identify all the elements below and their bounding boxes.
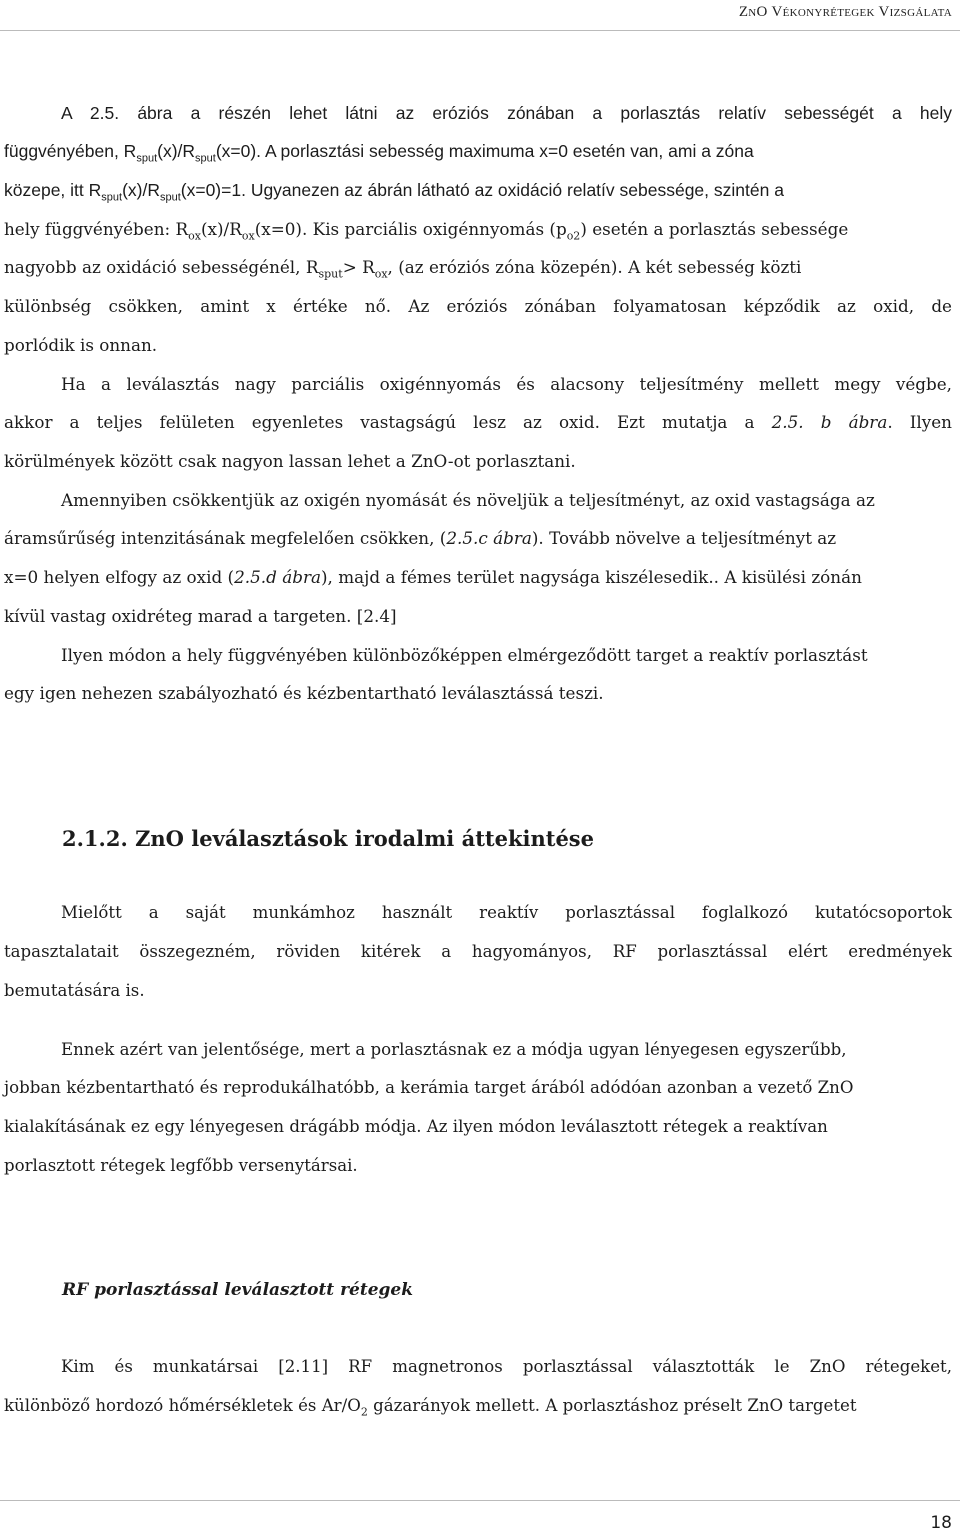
subsection-heading: RF porlasztással leválasztott rétegek [62, 1280, 413, 1300]
paragraph-5-line-3: bemutatására is. [4, 981, 145, 1000]
paragraph-5-line-1: Mielőtt a saját munkámhoz használt reaktív porlasztással foglalkozó kutatócsoportok [61, 903, 952, 922]
paragraph-1-line-3: közepe, itt $R_{sput}(x)/R_{sput}(x=0)=1$. Ugyanezen az ábrán látható az oxidáció relatív sebessége, szintén a [4, 180, 784, 204]
paragraph-6-line-1: Ennek azért van jelentősége, mert a porlasztásnak ez a módja ugyan lényegesen egyszerűbb, [61, 1040, 847, 1059]
running-header: ZnO Vékonyrétegek Vizsgálata [738, 4, 952, 20]
paragraph-7-line-1: Kim és munkatársai [2.11] RF magnetronos porlasztással választották le ZnO rétegeket, [61, 1357, 952, 1376]
paragraph-1-line-6: különbség csökken, amint x értéke nő. Az eróziós zónában folyamatosan képződik az oxid, de [4, 296, 952, 316]
paragraph-3-line-1: Amennyiben csökkentjük az oxigén nyomását és növeljük a teljesítményt, az oxid vastagsága az [61, 490, 875, 510]
paragraph-2-line-2: akkor a teljes felületen egyenletes vastagságú lesz az oxid. Ezt mutatja a 2.5. b ábra. Ilyen [4, 412, 952, 432]
paragraph-1-line-2: függvényében, $R_{sput}(x)/R_{sput}(x=0)$. A porlasztási sebesség maximuma x=0 esetén van, ami a zóna [4, 141, 754, 165]
paragraph-2-line-3: körülmények között csak nagyon lassan lehet a ZnO-ot porlasztani. [4, 451, 576, 471]
page-number: 18 [930, 1513, 952, 1533]
paragraph-6-line-4: porlasztott rétegek legfőbb versenytársai. [4, 1156, 358, 1175]
paragraph-2-line-1: Ha a leválasztás nagy parciális oxigénnyomás és alacsony teljesítmény mellett megy végbe, [61, 374, 952, 394]
paragraph-1-line-7: porlódik is onnan. [4, 335, 158, 355]
paragraph-6-line-3: kialakításának ez egy lényegesen drágább módja. Az ilyen módon leválasztott rétegek a reaktívan [4, 1117, 828, 1136]
paragraph-6-line-2: jobban kézbentartható és reprodukálhatóbb, a kerámia target árából adódóan azonban a vezető ZnO [4, 1078, 854, 1097]
section-heading: 2.1.2. ZnO leválasztások irodalmi áttekintése [62, 826, 594, 851]
paragraph-3-line-4: kívül vastag oxidréteg marad a targeten. [2.4] [4, 606, 397, 626]
paragraph-4-line-2: egy igen nehezen szabályozható és kézbentartható leválasztássá teszi. [4, 683, 604, 703]
paragraph-3-line-2: áramsűrűség intenzitásának megfelelően csökken, (2.5.c ábra). Tovább növelve a teljesítményt az [4, 528, 837, 548]
paragraph-1-line-5: nagyobb az oxidáció sebességénél, $R_{sput}> R_{ox}$, (az eróziós zóna közepén). A két sebesség közti [4, 257, 802, 281]
paragraph-4-line-1: Ilyen módon a hely függvényében különbözőképpen elmérgeződött target a reaktív porlasztást [61, 645, 868, 665]
paragraph-3-line-3: x=0 helyen elfogy az oxid (2.5.d ábra), majd a fémes terület nagysága kiszélesedik.. A kisülési zónán [4, 567, 862, 587]
header-rule [0, 30, 960, 31]
paragraph-1-line-4: hely függvényében: $R_{ox}(x)/R_{ox}(x=0)$. Kis parciális oxigénnyomás $(p_{o2})$ esetén a porlasztás sebessége [4, 219, 849, 243]
paragraph-1-line-1: A 2.5. ábra a részén lehet látni az eróziós zónában a porlasztás relatív sebességét a hely [61, 103, 952, 123]
footer-rule [0, 1500, 960, 1501]
paragraph-7-line-2: különböző hordozó hőmérsékletek és $Ar/O_2$ gázarányok mellett. A porlasztáshoz préselt ZnO targetet [4, 1396, 857, 1419]
paragraph-5-line-2: tapasztalatait összegezném, röviden kitérek a hagyományos, RF porlasztással elért eredmények [4, 942, 952, 961]
